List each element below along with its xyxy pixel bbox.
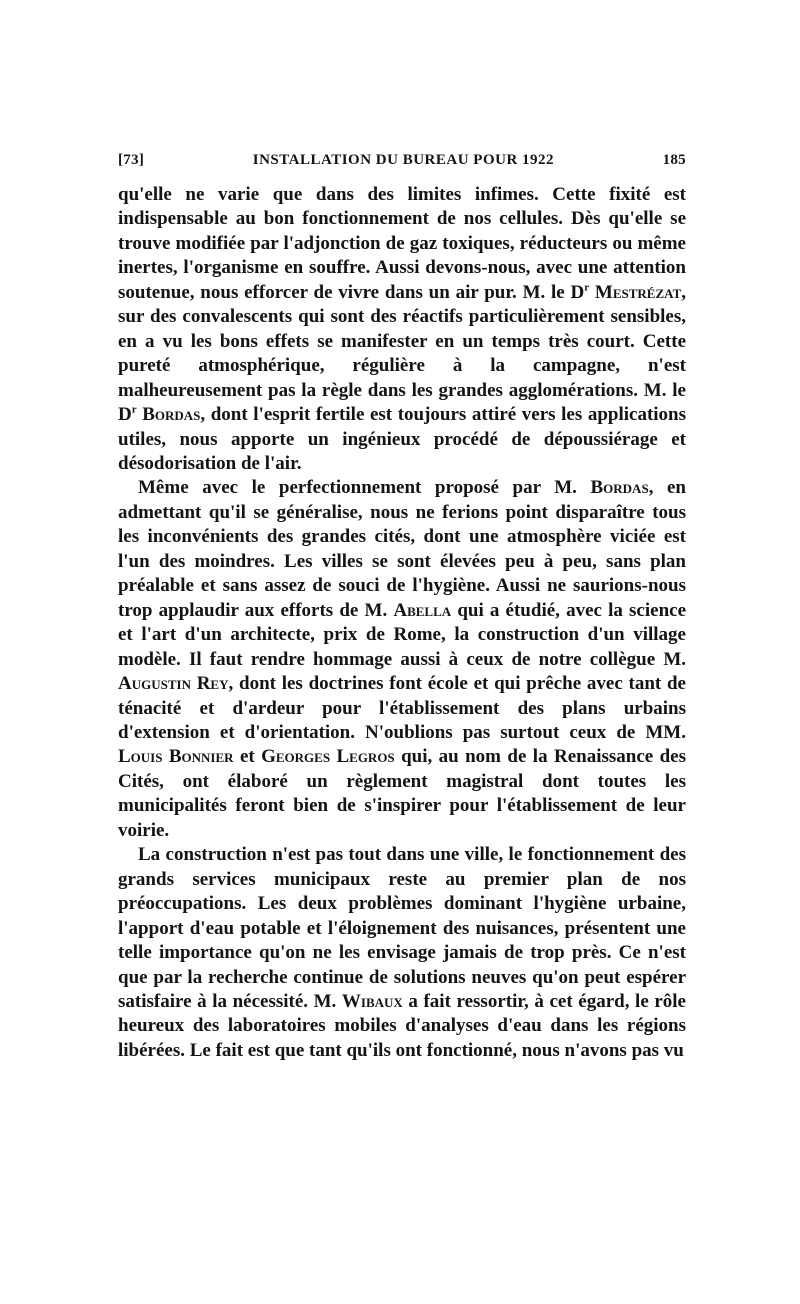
person-name: Georges Legros [261,746,395,768]
text-run: qui a étudié, avec la science et l'art d'un architecte, prix de Rome, la construction d'un village modèle. Il faut rendre hommage aussi à ceux de notre collègue M. [118,599,687,670]
person-name: Louis Bonnier [118,746,234,768]
text-run: a fait ressortir, à cet égard, le rôle heureux des laboratoires mobiles d'analyses d'eau dans les régions libérées. Le fait est que tant qu'ils ont fonctionné, nous n'avons pas vu [118,990,686,1061]
text-run: qui, au nom de la Renaissance des Cités, ont élaboré un règlement magistral dont toutes les municipalités feront bien de s'inspirer pour l'établissement de leur voirie. [118,746,686,841]
section-reference: [73] [118,152,145,168]
superscript: r [131,403,137,416]
person-name: Mestrézat [594,281,682,303]
paragraph [118,843,686,1063]
text-run: La construction n'est pas tout dans une ville, le fonctionnement des grands services municipaux reste au premier plan de nos préoccupations. Les deux problèmes dominant l'hygiène urbaine, l'apport d'eau potable et l'éloignement des nuisances, présentent une telle importance qu'on ne les envisage jamais de trop près. Ce n'est que par la recherche continue de solutions neuves qu'on peut espérer satisfaire à la nécessité. M. [118,844,686,1012]
text-run: , en admettant qu'il se généralise, nous ne ferions point disparaître tous les inconvénients des grandes cités, dont une atmosphère viciée est l'un des moindres. Les villes se sont élevées peu à peu, sans plan préalable et sans assez de souci de l'hygiène. Aussi ne saurions-nous trop applaudir aux efforts de M. [118,477,686,621]
person-name: Abella [393,599,452,621]
text-run: , dont les doctrines font école et qui prêche avec tant de ténacité et d'ardeur pour l'établissement des plans urbains d'extension et d'orientation. N'oublions pas surtout ceux de MM. [118,673,686,743]
text-run: et [233,746,262,768]
person-name: Augustin Rey [118,673,229,695]
paragraph [118,183,686,476]
person-name: Bordas [590,477,649,499]
running-title: INSTALLATION DU BUREAU POUR 1922 [252,152,555,168]
text-run: qu'elle ne varie que dans des limites infimes. Cette fixité est indispensable au bon fonctionnement de nos cellules. Dès qu'elle se trouve modifiée par l'adjonction de gaz toxiques, réducteurs ou même inertes, l'organisme en souffre. Aussi devons-nous, avec une attention soutenue, nous efforcer de vivre dans un air pur. M. le D [118,184,686,303]
text-run: Même avec le perfectionnement proposé par M. [138,477,591,499]
running-head [118,152,686,169]
superscript: r [584,281,590,294]
book-page [118,152,686,1063]
person-name: Wibaux [341,990,403,1012]
body-text [118,183,686,1063]
text-run: , sur des convalescents qui sont des réactifs particulièrement sensibles, en a vu les bons effets se manifester en un temps très court. Cette pureté atmosphérique, régulière à la campagne, n'est malheureusement pas la règle dans les grandes agglomérations. M. le D [118,281,686,426]
person-name: Bordas [142,404,201,426]
paragraph [118,476,686,843]
page-number: 185 [662,152,686,168]
text-run: , dont l'esprit fertile est toujours attiré vers les applications utiles, nous apporte un ingénieux procédé de dépoussiérage et désodorisation de l'air. [118,404,687,474]
